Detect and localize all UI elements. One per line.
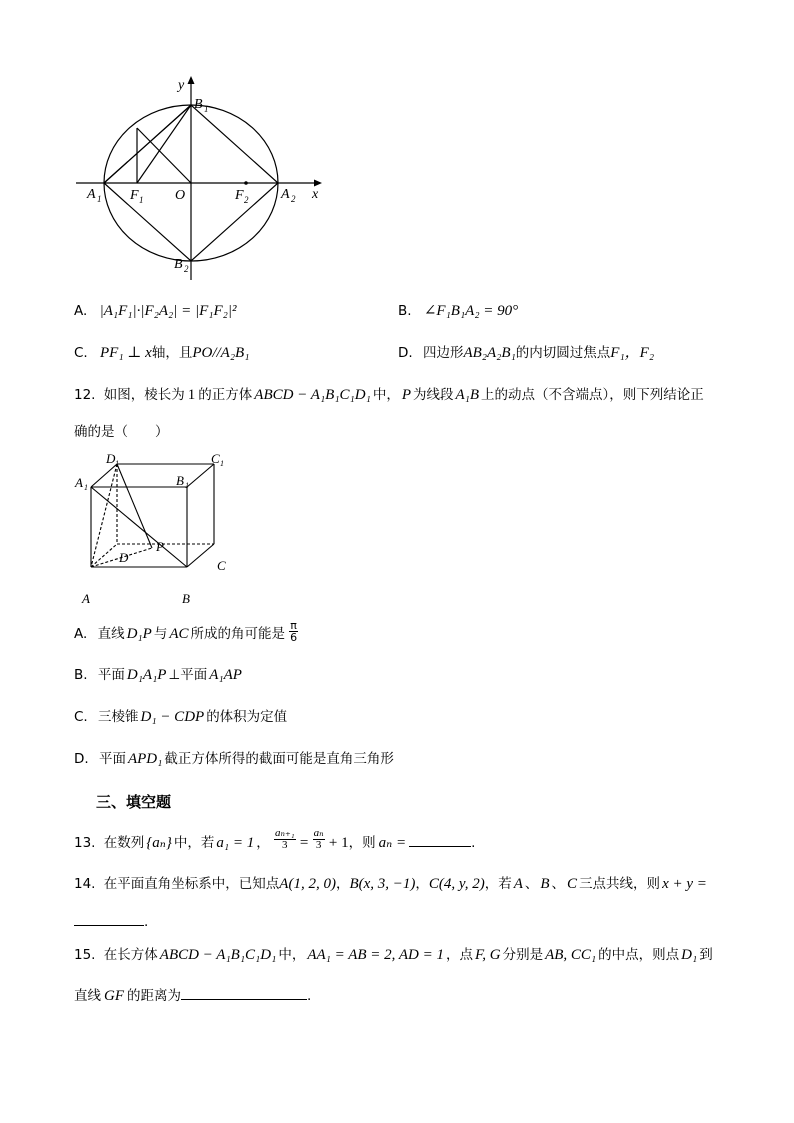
q13-answer-blank[interactable] xyxy=(409,832,471,847)
cube-figure xyxy=(72,452,242,612)
label-C1: C xyxy=(211,452,220,466)
q14-answer-blank[interactable] xyxy=(74,911,144,926)
q13-fraction-right: $\frac{\text{aₙ}}{3}$ xyxy=(313,826,324,851)
q13: 13. 在数列 {aₙ} 中，若 a₁ = 1 ， $\frac{\text{aₙ₊₁}}{3}$ = $\frac{\text{aₙ}}{3}$ + 1，则 aₙ = . xyxy=(74,826,476,851)
label-B: B xyxy=(182,591,190,606)
label-B1-sub: 1 xyxy=(204,104,209,114)
label-C: C xyxy=(217,558,226,573)
label-A: A xyxy=(82,591,90,606)
label-D: D xyxy=(119,550,129,565)
label-B1: B xyxy=(194,97,203,112)
q12-option-d: D. 平面 APD₁ 截正方体所得的截面可能是直角三角形 xyxy=(74,751,394,767)
pi-over-six-fraction: $\frac{\pi}{6}$ xyxy=(290,618,298,644)
label-F1-sub: 1 xyxy=(139,195,144,205)
label-F1: F xyxy=(130,188,139,203)
label-D1: D xyxy=(106,452,116,466)
q14-line2: . xyxy=(74,911,148,931)
q11-option-a: A. |A₁F₁|·|F₂A₂| = |F₁F₂|² xyxy=(74,303,237,319)
q12-stem-line1: 12. 如图，棱长为 1 的正方体 ABCD − A₁B₁C₁D₁ 中， P 为线段 A₁B 上的动点（不含端点），则下列结论正 xyxy=(74,387,704,403)
label-B2-sub: 2 xyxy=(184,264,189,274)
q11-option-b: B. ∠F₁B₁A₂ = 90° xyxy=(398,303,519,319)
q15-answer-blank[interactable] xyxy=(181,985,307,1000)
label-O: O xyxy=(175,188,186,203)
label-A1: A xyxy=(75,475,83,490)
label-F2-sub: 2 xyxy=(244,195,249,205)
label-A2: A xyxy=(281,187,290,202)
q14-line1: 14. 在平面直角坐标系中，已知点A(1, 2, 0)，B(x, 3, −1)，C(4, y, 2)，若 A 、 B 、 C 三点共线，则 x + y = xyxy=(74,876,707,892)
q12-option-a: A. 直线 D₁P 与 AC 所成的角可能是 $\frac{\pi}{6}$ xyxy=(74,618,298,644)
label-B1: B xyxy=(176,473,184,488)
label-P: P xyxy=(156,539,164,554)
q11-option-c: C. PF₁ ⊥ x轴，且PO//A₂B₁ xyxy=(74,345,250,361)
label-D1-sub: 1 xyxy=(115,459,119,468)
q15-line1: 15. 在长方体 ABCD − A₁B₁C₁D₁ 中， AA₁ = AB = 2, AD = 1 ，点 F, G 分别是 AB, CC₁ 的中点，则点 D₁ 到 xyxy=(74,947,713,963)
label-B2: B xyxy=(174,257,183,272)
label-y: y xyxy=(178,78,185,93)
section-title: 三、填空题 xyxy=(96,793,172,811)
label-A2-sub: 2 xyxy=(291,194,296,204)
q12-option-c: C. 三棱锥 D₁ − CDP 的体积为定值 xyxy=(74,709,288,725)
q12-option-b: B. 平面 D₁A₁P ⊥平面 A₁AP xyxy=(74,667,242,683)
ellipse-figure xyxy=(70,70,340,285)
q15-line2: 直线 GF 的距离为 . xyxy=(74,985,311,1005)
label-A1-sub: 1 xyxy=(84,483,88,492)
label-B1-sub: 1 xyxy=(185,481,189,490)
q13-fraction-left: $\frac{\text{aₙ₊₁}}{3}$ xyxy=(275,826,295,851)
label-F2: F xyxy=(235,188,244,203)
label-A1: A xyxy=(87,187,96,202)
q11-option-d: D. 四边形AB₂A₂B₁的内切圆过焦点F₁，F₂ xyxy=(398,345,655,361)
label-C1-sub: 1 xyxy=(220,459,224,468)
label-A1-sub: 1 xyxy=(97,194,102,204)
q12-stem-line2: 确的是（ ） xyxy=(74,424,169,440)
label-x: x xyxy=(312,187,319,202)
